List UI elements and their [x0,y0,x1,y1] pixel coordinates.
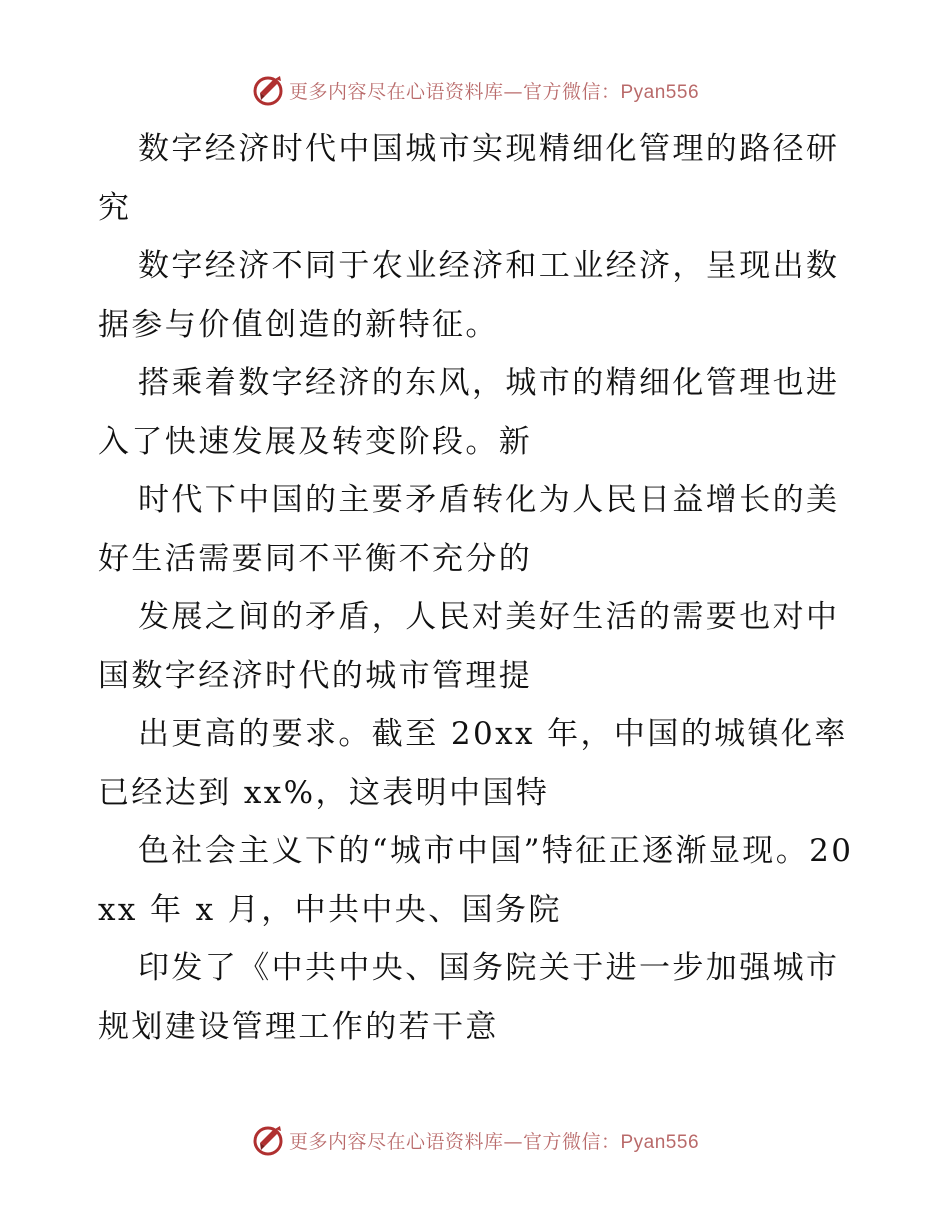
watermark-dash: — [503,80,523,103]
pen-seal-logo-icon [251,1123,285,1157]
pen-seal-logo-icon [251,73,285,107]
watermark-wechat-label: 官方微信： [522,1130,621,1153]
paragraph: 印发了《中共中央、国务院关于进一步加强城市规划建设管理工作的若干意 [98,950,840,1045]
paragraph: 搭乘着数字经济的东风，城市的精细化管理也进入了快速发展及转变阶段。新 [98,365,840,460]
footer-watermark [0,1120,950,1160]
watermark-text [289,1127,699,1154]
paragraph: 时代下中国的主要矛盾转化为人民日益增长的美好生活需要同不平衡不充分的 [98,482,840,577]
paragraph: 发展之间的矛盾，人民对美好生活的需要也对中国数字经济时代的城市管理提 [98,599,840,694]
watermark-wechat-id: Pyan556 [620,81,700,103]
watermark-site: 更多内容尽在心语资料库 [288,1130,504,1153]
paragraph: 出更高的要求。截至 20xx 年，中国的城镇化率已经达到 xx%，这表明中国特 [98,716,848,811]
watermark-wechat-id: Pyan556 [620,1131,700,1153]
watermark-wechat-label: 官方微信： [522,80,621,103]
watermark-dash: — [503,1130,523,1153]
document-body [98,120,858,1056]
watermark-text [289,77,699,104]
paragraph: 色社会主义下的“城市中国”特征正逐渐显现。20xx 年 x 月，中共中央、国务院 [98,833,854,928]
watermark-site: 更多内容尽在心语资料库 [288,80,504,103]
paragraph: 数字经济不同于农业经济和工业经济，呈现出数据参与价值创造的新特征。 [98,248,840,343]
header-watermark [0,70,950,110]
document-title: 数字经济时代中国城市实现精细化管理的路径研究 [98,131,840,226]
